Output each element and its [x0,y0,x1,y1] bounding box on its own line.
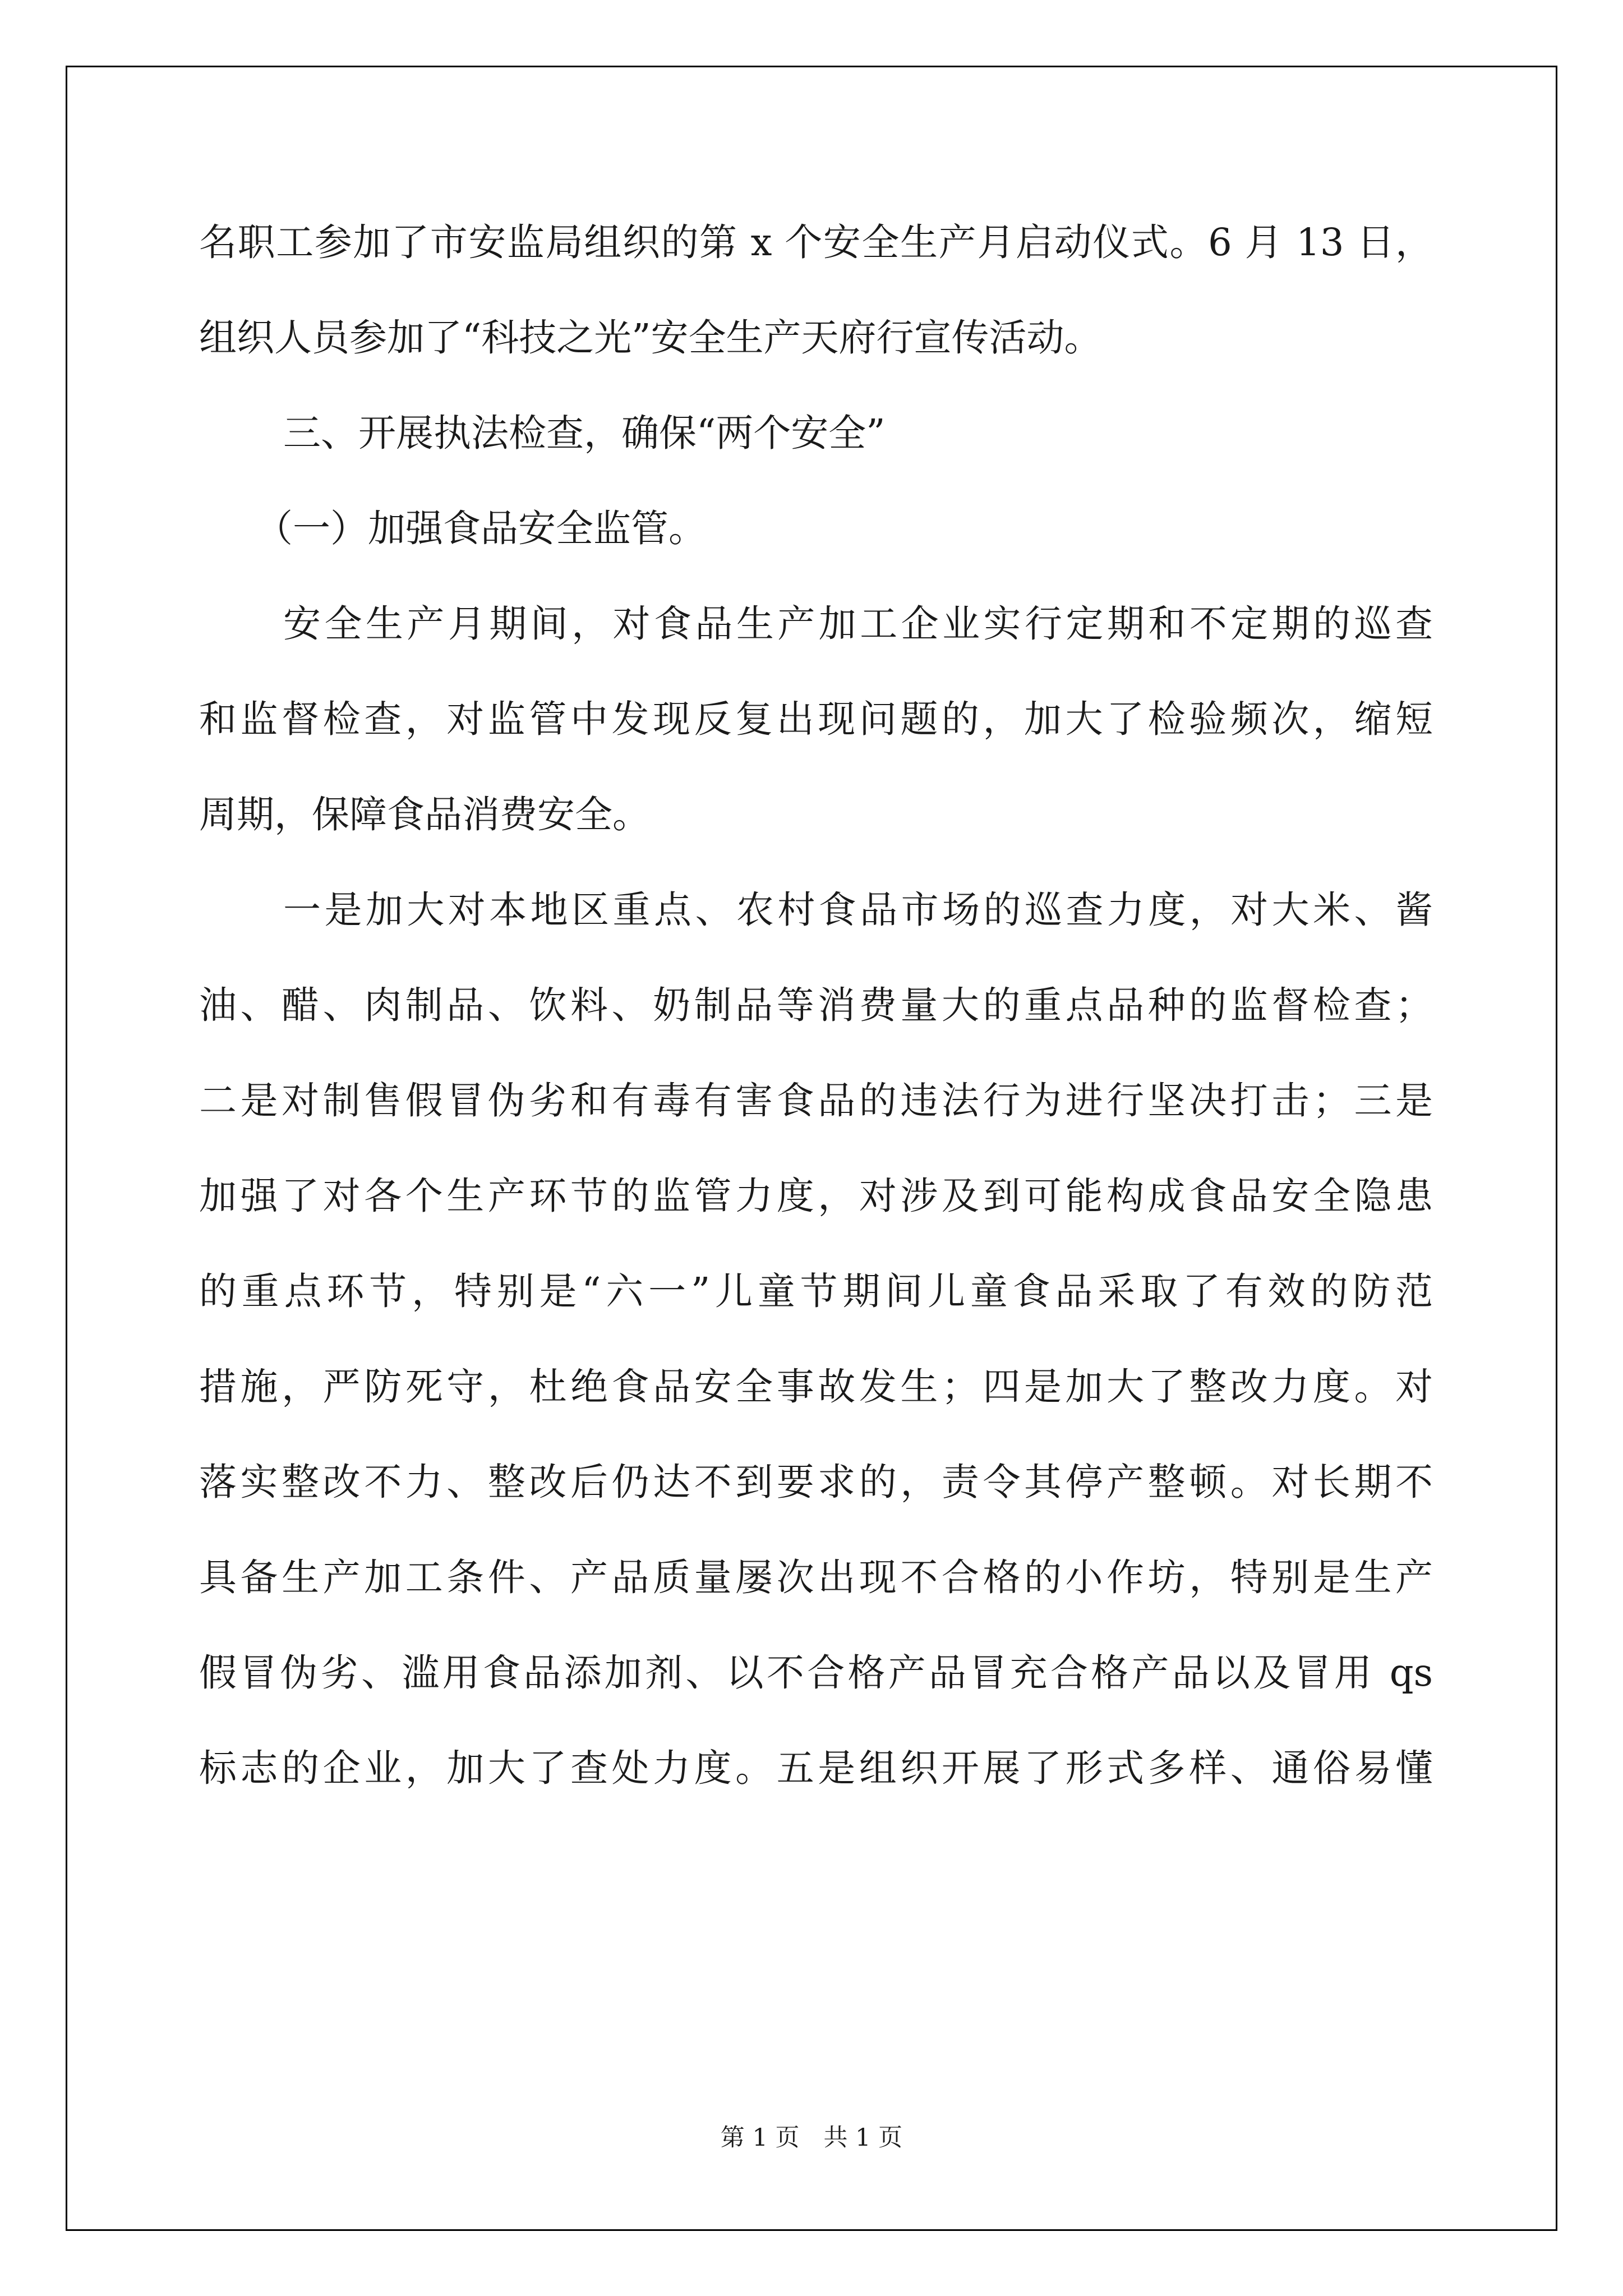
subsection-heading: （一）加强食品安全监管。 [255,507,706,550]
body-line: 措施，严防死守，杜绝食品安全事故发生；四是加大了整改力度。对 [199,1365,1433,1409]
body-line: 一是加大对本地区重点、农村食品市场的巡查力度，对大米、酱 [283,888,1433,932]
body-line: 油、醋、肉制品、饮料、奶制品等消费量大的重点品种的监督检查； [199,983,1433,1027]
body-line: 和监督检查，对监管中发现反复出现问题的，加大了检验频次，缩短 [199,697,1433,741]
document-body [199,214,1433,1835]
body-line: 标志的企业，加大了查处力度。五是组织开展了形式多样、通俗易懂 [199,1746,1433,1790]
body-line: 周期，保障食品消费安全。 [199,793,650,836]
section-heading: 三、开展执法检查，确保“两个安全” [283,411,886,455]
body-line: 安全生产月期间，对食品生产加工企业实行定期和不定期的巡查 [283,602,1433,646]
body-line: 组织人员参加了“科技之光”安全生产天府行宣传活动。 [199,316,1102,360]
body-line: 名职工参加了市安监局组织的第 x 个安全生产月启动仪式。6 月 13 日， [199,220,1433,264]
body-line: 具备生产加工条件、产品质量屡次出现不合格的小作坊，特别是生产 [199,1556,1433,1599]
body-line: 二是对制售假冒伪劣和有毒有害食品的违法行为进行坚决打击；三是 [199,1079,1433,1122]
body-line: 的重点环节，特别是“六一”儿童节期间儿童食品采取了有效的防范 [199,1269,1433,1313]
body-line: 落实整改不力、整改后仍达不到要求的，责令其停产整顿。对长期不 [199,1460,1433,1504]
page-number: 第 1 页 共 1 页 [720,2124,903,2152]
body-line: 假冒伪劣、滥用食品添加剂、以不合格产品冒充合格产品以及冒用 qs [199,1651,1433,1695]
body-line: 加强了对各个生产环节的监管力度，对涉及到可能构成食品安全隐患 [199,1174,1433,1218]
